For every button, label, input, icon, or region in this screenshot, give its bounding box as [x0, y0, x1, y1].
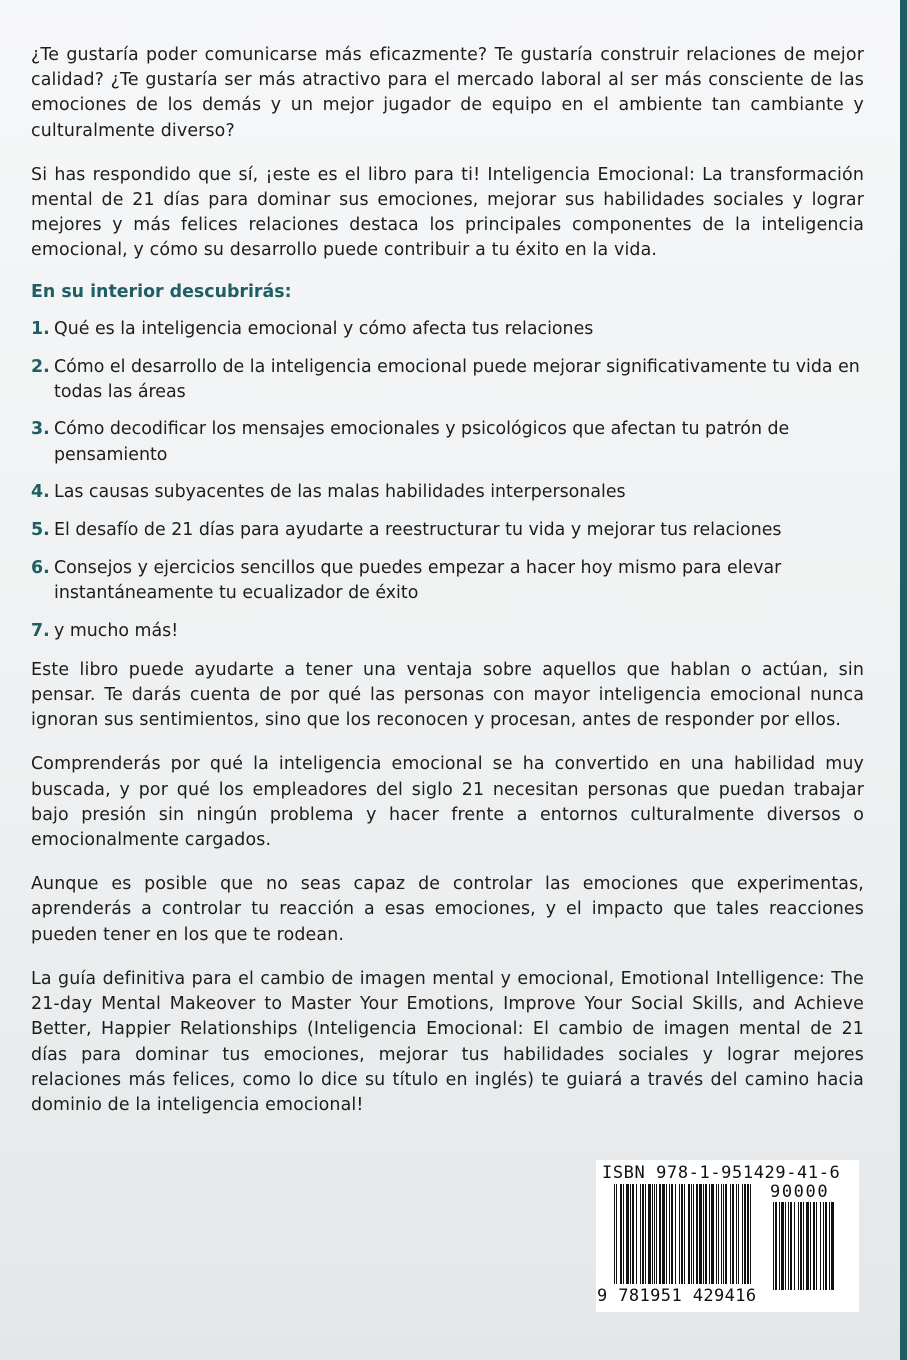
barcode-bar [711, 1184, 714, 1284]
barcode-bar [810, 1202, 811, 1290]
list-number: 5. [31, 520, 50, 541]
barcode-bar [744, 1184, 746, 1284]
barcode-bar [725, 1184, 727, 1284]
list-item-text: y mucho más! [54, 620, 179, 641]
barcode-bar [620, 1184, 622, 1284]
barcode-bar [656, 1184, 657, 1284]
addon-barcode-bars [773, 1202, 853, 1290]
barcode-bar [785, 1202, 786, 1290]
list-item [31, 480, 864, 505]
barcode-bar [626, 1184, 629, 1284]
barcode-bar [829, 1202, 830, 1290]
barcode-bar [632, 1184, 634, 1284]
barcode-bar [679, 1184, 680, 1284]
ean-digits: 9 781951 429416 [597, 1286, 757, 1306]
list-item-text: Cómo el desarrollo de la inteligencia emocional puede mejorar significativamente tu vida en todas las áreas [54, 356, 860, 402]
barcode-bar [798, 1202, 799, 1290]
barcode-bar [662, 1184, 665, 1284]
barcode-bar [730, 1184, 731, 1284]
barcode-bar [688, 1184, 690, 1284]
features-heading: En su interior descubrirás: [31, 281, 292, 302]
list-item [31, 556, 864, 606]
barcode-bar [803, 1202, 804, 1290]
barcode-bar [825, 1202, 827, 1290]
barcode-bar [718, 1184, 719, 1284]
list-number: 3. [31, 419, 50, 440]
barcode-bar [705, 1184, 707, 1284]
barcode-bar [623, 1184, 624, 1284]
barcode-bar [669, 1184, 670, 1284]
barcode-bar [636, 1184, 637, 1284]
barcode-bar [659, 1184, 661, 1284]
barcode-bar [831, 1202, 834, 1290]
barcode-bar [773, 1202, 774, 1290]
barcode-bar [630, 1184, 631, 1284]
price-addon-code: 90000 [770, 1182, 830, 1202]
body-paragraph: Este libro puede ayudarte a tener una ventaja sobre aquellos que hablan o actúan, sin pensar. Te darás cuenta de por qué las personas con mayor inteligencia emocional nunca ignoran sus sentimientos, sino que los reconocen y procesan, antes de responder por ellos. [31, 659, 864, 731]
barcode-bar [779, 1202, 780, 1290]
barcode-bar [732, 1184, 734, 1284]
isbn-label: ISBN 978-1-951429-41-6 [602, 1163, 841, 1183]
barcode-bar [684, 1184, 685, 1284]
body-paragraph: Aunque es posible que no seas capaz de controlar las emociones que experimentas, aprenderás a controlar tu reacción a esas emociones, y el impacto que tales reacciones pueden tener en los que te rodean. [31, 874, 864, 945]
barcode-bar [775, 1202, 777, 1290]
barcode-bar [816, 1202, 817, 1290]
barcode-bar [693, 1184, 694, 1284]
barcode-bar [794, 1202, 795, 1290]
list-item-text: Qué es la inteligencia emocional y cómo afecta tus relaciones [54, 318, 594, 339]
list-item [31, 355, 864, 405]
list-number: 7. [31, 620, 50, 641]
barcode-bar [652, 1184, 653, 1284]
barcode-bar [666, 1184, 667, 1284]
list-item [31, 518, 864, 543]
barcode-bar [813, 1202, 815, 1290]
barcode-bar [738, 1184, 739, 1284]
list-number: 2. [31, 356, 50, 377]
intro-paragraph: ¿Te gustaría poder comunicarse más eficazmente? Te gustaría construir relaciones de mejor calidad? ¿Te gustaría ser más atractivo para el mercado laboral al ser más consciente de las emociones de los demás y un mejor jugador de equipo en el ambiente tan cambiante y culturalmente diverso? [31, 45, 864, 141]
barcode-bar [645, 1184, 646, 1284]
barcode-bar [736, 1184, 737, 1284]
features-list [31, 317, 864, 644]
barcode-bar [675, 1184, 676, 1284]
isbn-barcode [596, 1160, 859, 1312]
body-paragraph: La guía definitiva para el cambio de imagen mental y emocional, Emotional Intelligence: The 21-day Mental Makeover to Master Your Emotions, Improve Your Social Skills, and Achieve Better, Happier Relationships (Inteligencia Emocional: El cambio de imagen mental de 21 días para dominar tus emociones, mejorar tus habilidades sociales y lograr mejores relaciones más felices, como lo dice su título en inglés) te guiará a través del camino hacia dominio de la inteligencia emocional! [31, 968, 864, 1115]
barcode-bar [820, 1202, 821, 1290]
barcode-bar [671, 1184, 673, 1284]
list-item-text: Cómo decodificar los mensajes emocionales y psicológicos que afectan tu patrón de pensamiento [54, 419, 790, 465]
cover-edge-stripe [900, 0, 907, 1360]
barcode-bar [800, 1202, 802, 1290]
barcode-bar [654, 1184, 655, 1284]
barcode-bar [640, 1184, 641, 1284]
barcode-bar [742, 1184, 743, 1284]
list-number: 6. [31, 557, 50, 578]
barcode-bar [723, 1184, 724, 1284]
barcode-bar [823, 1202, 824, 1290]
back-cover-text [31, 43, 864, 1137]
barcode-bar [750, 1184, 751, 1284]
barcode-bar [616, 1184, 617, 1284]
barcode-bar [642, 1184, 644, 1284]
barcode-bar [614, 1184, 615, 1284]
list-item-text: Consejos y ejercicios sencillos que puedes empezar a hacer hoy mismo para elevar instantáneamente tu ecualizador de éxito [54, 557, 782, 603]
list-number: 4. [31, 482, 50, 503]
barcode-bar [806, 1202, 809, 1290]
barcode-bar [691, 1184, 692, 1284]
barcode-bar [716, 1184, 717, 1284]
barcode-bar [648, 1184, 651, 1284]
barcode-bar [703, 1184, 704, 1284]
barcode-bar [721, 1184, 722, 1284]
barcode-bar [747, 1184, 749, 1284]
list-item [31, 417, 864, 467]
barcode-bar [709, 1184, 710, 1284]
intro-paragraph: Si has respondido que sí, ¡este es el libro para ti! Inteligencia Emocional: La transformación mental de 21 días para dominar sus emociones, mejorar sus habilidades sociales y lograr mejores y más felices relaciones destaca los principales componentes de la inteligencia emocional, y cómo su desarrollo puede contribuir a tu éxito en la vida. [31, 164, 864, 261]
list-item [31, 619, 864, 644]
list-number: 1. [31, 318, 50, 339]
list-item-text: El desafío de 21 días para ayudarte a reestructurar tu vida y mejorar tus relaciones [54, 520, 782, 541]
barcode-bar [699, 1184, 702, 1284]
list-item-text: Las causas subyacentes de las malas habilidades interpersonales [54, 482, 626, 503]
body-paragraph: Comprenderás por qué la inteligencia emocional se ha convertido en una habilidad muy buscada, y por qué los empleadores del siglo 21 necesitan personas que puedan trabajar bajo presión sin ningún problema y hacer frente a entornos culturalmente diversos o emocionalmente cargados. [31, 754, 864, 851]
barcode-bar [788, 1202, 789, 1290]
barcode-bar [696, 1184, 698, 1284]
barcode-bar [790, 1202, 792, 1290]
list-item [31, 317, 864, 342]
barcode-bar [781, 1202, 784, 1290]
barcode-bar [681, 1184, 683, 1284]
barcode-bars [614, 1184, 764, 1284]
